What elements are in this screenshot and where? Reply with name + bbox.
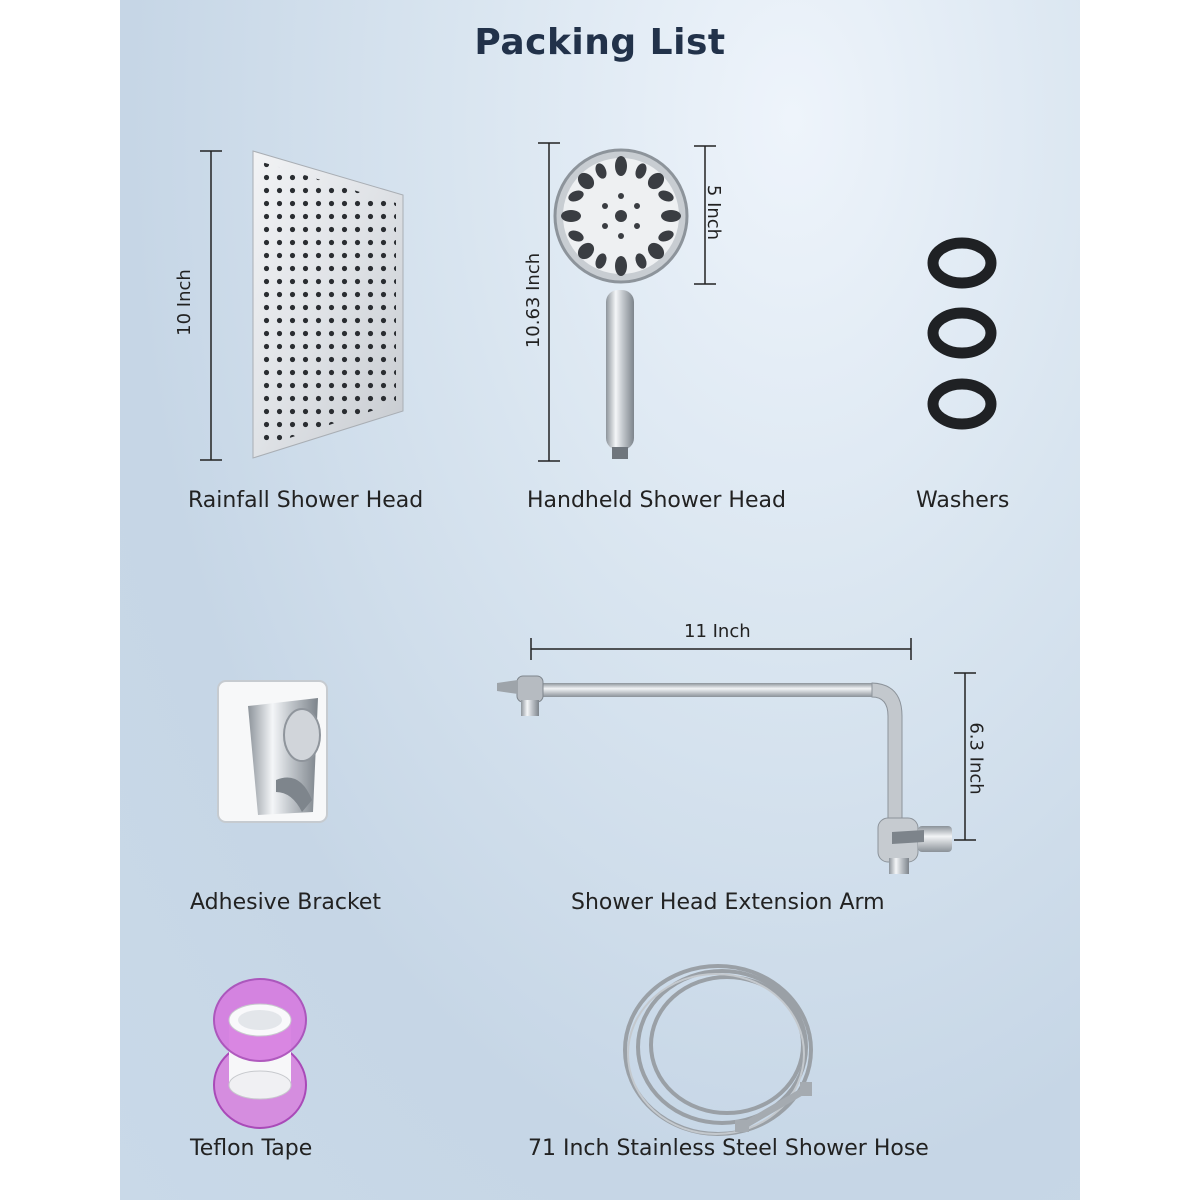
shower-hose-image xyxy=(625,966,812,1134)
handheld-shower-head-image xyxy=(555,150,687,459)
rainfall-height-dimension-line xyxy=(200,151,222,460)
handheld-head-label: Handheld Shower Head xyxy=(527,488,786,513)
teflon-tape-image xyxy=(214,979,306,1128)
page-title: Packing List xyxy=(474,22,726,63)
handheld-height-label: 10.63 Inch xyxy=(523,252,545,349)
handheld-face-label: 5 Inch xyxy=(703,184,725,241)
rainfall-dimension-label: 10 Inch xyxy=(173,269,195,336)
washers-label: Washers xyxy=(916,488,1010,513)
washers-image xyxy=(933,243,991,424)
shower-hose-label: 71 Inch Stainless Steel Shower Hose xyxy=(528,1136,929,1161)
arm-drop-label: 6.3 Inch xyxy=(965,722,987,795)
extension-arm-label: Shower Head Extension Arm xyxy=(571,890,885,915)
rainfall-shower-head-image xyxy=(253,151,403,458)
arm-length-label: 11 Inch xyxy=(684,621,751,642)
adhesive-bracket-label: Adhesive Bracket xyxy=(190,890,382,915)
extension-arm-image xyxy=(497,676,952,874)
adhesive-bracket-image xyxy=(218,681,327,822)
rainfall-head-label: Rainfall Shower Head xyxy=(188,488,424,513)
teflon-tape-label: Teflon Tape xyxy=(190,1136,313,1161)
extension-arm-dimension-lines xyxy=(531,638,976,840)
